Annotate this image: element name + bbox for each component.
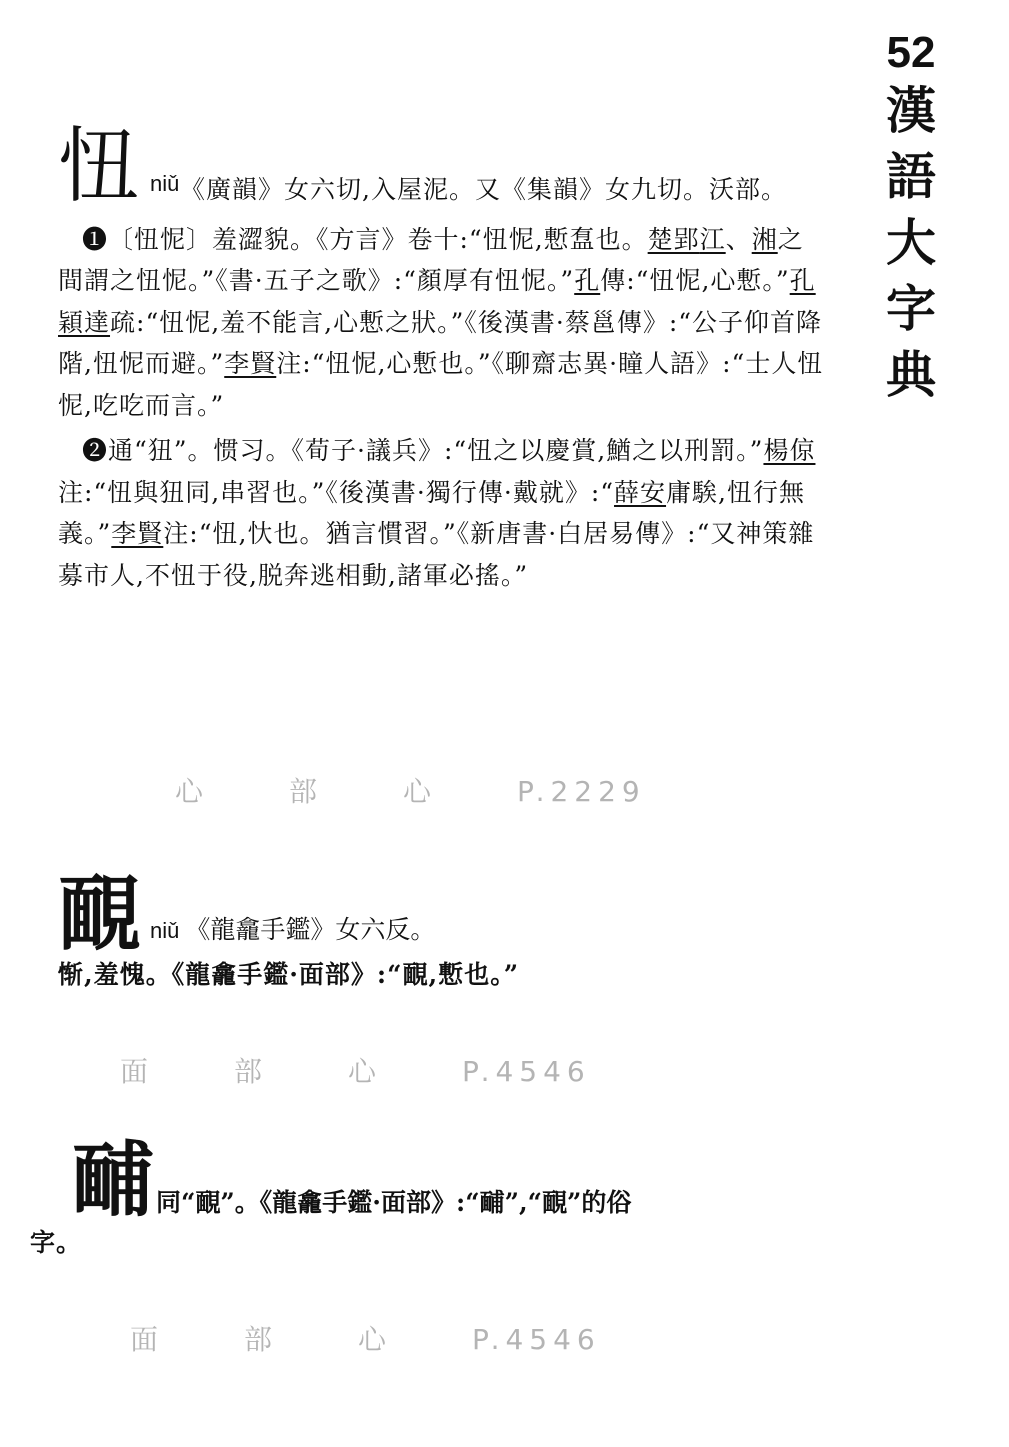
dictionary-title [866, 28, 956, 408]
definition-line-2: 字。 [30, 1228, 83, 1257]
pinyin: niǔ [150, 918, 180, 943]
sense-1 [58, 219, 828, 427]
page-number: 52 [886, 28, 936, 77]
proper-name: 李賢 [111, 519, 164, 548]
text-run: 之間謂之忸怩。”《書·五子之歌》:“顏厚有忸怩。” [58, 224, 804, 295]
title-char: 典 [886, 346, 936, 404]
headword: 䩉 [72, 1132, 155, 1228]
headword: 忸 [58, 119, 141, 214]
handwritten-note: 面 部 心 P.4546 [130, 1323, 601, 1356]
pronunciation-text: 《龍龕手鑑》女六反。 [185, 915, 436, 944]
title-char: 語 [886, 148, 936, 206]
proper-name: 孔 [574, 266, 601, 295]
text-run: 傳:“忸怩,心慙。” [600, 266, 790, 295]
title-char: 大 [886, 214, 936, 272]
entry-mian-dao [30, 1132, 830, 1264]
entry-niu-xin [58, 119, 828, 596]
headword: 靦 [58, 866, 141, 962]
definition: 惭,羞愧。《龍龕手鑑·面部》:“靦,慙也。” [58, 960, 520, 989]
pronunciation-line [140, 911, 435, 956]
sense-2 [58, 430, 828, 596]
pronunciation-text: 《廣韻》女六切,入屋泥。又《集韻》女九切。沃部。 [180, 175, 787, 204]
text-run: 注:“忸,忕也。猶言慣習。”《新唐書·白居易傳》:“又神策雜募市人,不忸于役,脱奔逃相動,諸軍必搖。” [58, 519, 815, 590]
text-run: 、 [725, 224, 752, 254]
proper-name: 楚郢 [647, 224, 700, 254]
proper-name: 薛安 [614, 477, 667, 507]
proper-name: 湘 [751, 224, 778, 254]
text-run: 注:“忸怩,心慙也。”《聊齋志異·瞳人語》:“士人忸怩,吃吃而言。” [58, 349, 824, 420]
title-char: 字 [886, 280, 936, 338]
text-run: ❷通“狃”。惯习。《荀子·議兵》:“忸之以慶賞,鰌之以刑罰。” [82, 436, 764, 465]
entry-niu-mian [58, 866, 828, 996]
text-run: 疏:“忸怩,羞不能言,心慙之狀。”《後漢書·蔡邕傳》:“公子仰首降階,忸怩而避。” [58, 307, 823, 378]
entry-head [58, 866, 828, 962]
definition-line-1: 同“靦”。《龍龕手鑑·面部》:“䩉”,“靦”的俗 [156, 1188, 632, 1217]
pinyin: niǔ [150, 171, 180, 196]
text-run: ❶〔忸怩〕羞澀貌。《方言》卷十:“忸怩,慙䀁也。 [82, 224, 648, 254]
handwritten-note: 面 部 心 P.4546 [120, 1055, 591, 1088]
proper-name: 李賢 [224, 349, 277, 378]
entry-head [30, 1132, 830, 1228]
handwritten-note: 心 部 心 P.2229 [175, 775, 646, 808]
proper-name: 江 [699, 224, 726, 254]
title-char: 漢 [886, 82, 936, 140]
text-run: 注:“忸與狃同,串習也。”《後漢書·獨行傳·戴就》:“ [58, 477, 615, 507]
text-run: 庸騃,忸行無義。” [58, 477, 805, 548]
proper-name: 楊倞 [763, 436, 816, 465]
pronunciation-line [140, 164, 185, 209]
proper-name: 孔穎達 [58, 266, 816, 337]
